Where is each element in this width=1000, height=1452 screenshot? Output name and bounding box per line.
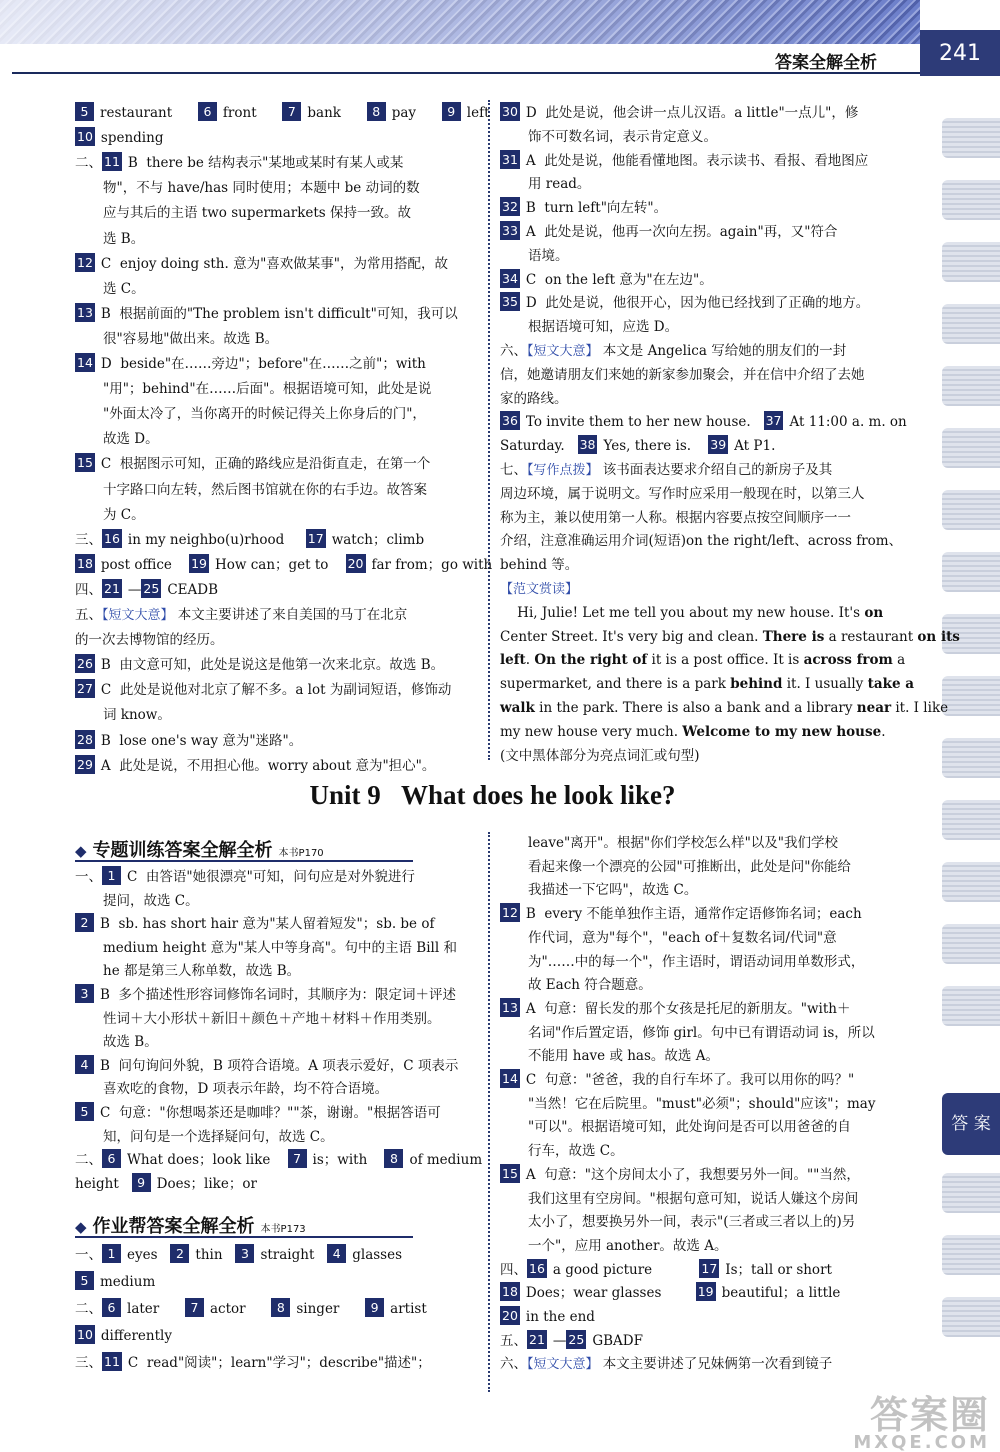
question-number-badge: 5 [75, 1102, 94, 1121]
answer-line: 33 A 此处是说，他再一次向左拐。again"再，又"符合 [502, 223, 838, 240]
answer-line: 介绍，注意准确运用介词(短语)on the right/left、across from、 [500, 533, 903, 550]
answer-line: 四、 21 — 25 CEADB [75, 580, 218, 598]
question-number-badge: 16 [104, 530, 120, 546]
answer-line: he 都是第三人称单数，故选 B。 [103, 963, 301, 980]
answer-line: 二、 6 What does；look like 7 is；with 8 of medium [75, 1151, 483, 1169]
answer-line: "用"；behind"在……后面"。根据语境可知，此处是说 [103, 381, 432, 398]
answer-line: 故选 B。 [103, 1034, 158, 1051]
answer-line: 15 C 根据图示可知，正确的路线应是沿街直走，在第一个 [77, 455, 431, 473]
answer-line: 30 D 此处是说，他会讲一点儿汉语。a little"一点儿"，修 [502, 104, 859, 121]
answer-line: 称为主，兼以使用第一人称。根据内容要点按空间顺序一一 [500, 509, 851, 526]
side-tab[interactable] [942, 1297, 1000, 1337]
question-number-badge: 39 [710, 437, 727, 453]
answer-line: 我们这里有空房间。"根据句意可知，说话人嫌这个房间 [528, 1190, 859, 1207]
answer-line: 13 B 根据前面的"The problem isn't difficult"可知，我可以 [77, 304, 458, 322]
question-number-badge: 38 [579, 437, 596, 453]
answer-line: 34 C on the left 意为"在左边"。 [502, 270, 713, 288]
question-number-badge: 25 [143, 580, 160, 596]
question-number-badge: 15 [502, 1165, 518, 1181]
answer-line: walk in the park. There is also a bank and a library near it. I like [500, 700, 949, 716]
answer-line: 信，她邀请朋友们来她的新家参加聚会，并在信中介绍了去她 [500, 366, 865, 383]
question-number-badge: 7 [282, 102, 301, 121]
answer-line: 14 C 句意："爸爸，我的自行车坏了。我可以用你的吗？" [502, 1071, 855, 1088]
answer-line: 32 B turn left"向左转"。 [502, 199, 668, 217]
answer-line: 12 B every 不能单独作主语，通常作定语修饰名词；each [502, 905, 862, 923]
question-number-badge: 1 [102, 1244, 121, 1263]
answer-line: 10 spending [77, 129, 164, 147]
question-number-badge: 8 [271, 1298, 290, 1317]
answer-line: 5 medium [75, 1271, 155, 1293]
side-tab[interactable] [942, 366, 1000, 406]
watermark-line1: 答案圈 [869, 1393, 990, 1437]
answer-line: "可以"。根据语境可知，此处询问是否可以用爸爸的自 [528, 1119, 851, 1136]
column-divider [488, 832, 490, 1392]
answer-line: left. On the right of it is a post office. It is across from a [500, 652, 906, 669]
column-divider [488, 100, 490, 760]
answer-line: 很"容易地"做出来。故选 B。 [103, 330, 279, 347]
answer-line: 我描述一下它吗"，故选 C。 [528, 882, 698, 899]
answer-line: 六、【短文大意】 本文是 Angelica 写给她的朋友们的一封 [500, 343, 847, 359]
side-tab[interactable] [942, 180, 1000, 220]
question-number-badge: 34 [502, 270, 518, 286]
answer-line: 家的路线。 [500, 390, 568, 407]
answer-line: 一、 1 C 由答语"她很漂亮"可知，问句应是对外貌进行 [75, 868, 415, 885]
side-tab[interactable] [942, 1235, 1000, 1275]
answer-line [500, 578, 578, 600]
answer-line: 看起来像一个漂亮的公园"可推断出，此处是问"你能给 [528, 858, 851, 875]
question-number-badge: 8 [384, 1149, 403, 1168]
answer-line: 名词"作后置定语，修饰 girl。句中已有谓语动词 is，所以 [528, 1024, 875, 1041]
page-number: 241 [920, 30, 1000, 76]
answer-line: 28 B lose one's way 意为"迷路"。 [77, 731, 303, 749]
side-tab[interactable] [942, 428, 1000, 468]
answer-line: 5 C 句意："你想喝茶还是咖啡？""茶，谢谢。"根据答语可 [75, 1102, 441, 1124]
answer-line: 15 A 句意："这个房间太小了，我想要另外一间。""当然， [502, 1165, 860, 1183]
answer-line: 行车，故选 C。 [528, 1143, 624, 1160]
question-number-badge: 20 [347, 555, 364, 571]
question-number-badge: 9 [132, 1173, 151, 1192]
answer-line: 应与其后的主语 two supermarkets 保持一致。故 [103, 205, 412, 222]
section-heading-homework [75, 1212, 413, 1238]
side-tab[interactable] [942, 862, 1000, 902]
question-number-badge: 5 [75, 102, 94, 121]
watermark-line2: MXQE.COM [853, 1432, 990, 1452]
answer-line: 14 D beside"在……旁边"；before"在……之前"；with [77, 355, 426, 372]
answer-line: 故选 D。 [103, 431, 159, 448]
answer-line: 知，问句是一个选择疑问句，故选 C。 [103, 1128, 334, 1145]
section-tag: 【短文大意】 [527, 344, 599, 359]
question-number-badge: 28 [77, 731, 93, 747]
side-tab[interactable] [942, 676, 1000, 716]
question-number-badge: 12 [502, 905, 518, 921]
answer-line: 4 B 问句询问外貌，B 项符合语境。A 项表示爱好，C 项表示 [75, 1055, 458, 1077]
question-number-badge: 2 [75, 913, 94, 932]
question-number-badge: 13 [502, 999, 518, 1015]
side-tab[interactable] [942, 738, 1000, 778]
question-number-badge: 16 [529, 1260, 545, 1276]
section-title: 专题训练答案全解全析 [92, 840, 273, 861]
answer-line: 为 C。 [103, 506, 145, 523]
answer-line: 喜欢吃的食物，D 项表示年龄，均不符合语境。 [103, 1081, 389, 1098]
question-number-badge: 11 [104, 154, 120, 170]
question-number-badge: 32 [502, 199, 518, 215]
section-tag: 【短文大意】 [102, 608, 174, 623]
side-index-tabs [940, 118, 1000, 1358]
section-tag: 【短文大意】 [527, 1357, 599, 1373]
section-title: 作业帮答案全解全析 [92, 1216, 255, 1237]
watermark-logo [853, 1393, 990, 1452]
diamond-icon: ◆ [75, 1218, 87, 1236]
answer-line: "外面太冷了，当你离开的时候记得关上你身后的门"， [103, 406, 426, 423]
question-number-badge: 6 [198, 102, 217, 121]
question-number-badge: 6 [102, 1149, 121, 1168]
question-number-badge: 18 [502, 1284, 518, 1300]
question-number-badge: 26 [77, 656, 93, 672]
question-number-badge: 7 [288, 1149, 307, 1168]
answer-line: 语境。 [528, 247, 569, 264]
answer-line: 选 B。 [103, 230, 145, 247]
side-tab[interactable] [942, 552, 1000, 592]
question-number-badge: 27 [77, 681, 93, 697]
answer-line: 四、 16 a good picture 17 Is；tall or short [500, 1260, 832, 1278]
question-number-badge: 8 [367, 102, 386, 121]
question-number-badge: 10 [77, 129, 93, 145]
section-page-ref: 本书P173 [260, 1224, 306, 1235]
question-number-badge: 10 [77, 1327, 93, 1342]
question-number-badge: 14 [77, 355, 93, 370]
question-number-badge: 14 [502, 1071, 518, 1086]
diamond-icon: ◆ [75, 842, 87, 860]
question-number-badge: 19 [697, 1284, 714, 1300]
answer-line: 一、 1 eyes 2 thin 3 straight 4 glasses [75, 1246, 403, 1263]
section-page-ref: 本书P170 [278, 848, 324, 859]
answer-line: 六、【短文大意】 本文主要讲述了兄妹俩第一次看到镜子 [500, 1356, 833, 1373]
answer-line: Saturday. 38 Yes, there is. 39 At P1. [500, 437, 776, 455]
answer-line: 18 Does；wear glasses 19 beautiful；a little [502, 1284, 841, 1302]
question-number-badge: 9 [442, 102, 461, 121]
answer-line: 根据语境可知，应选 D。 [528, 319, 679, 336]
answer-line: 用 read。 [528, 176, 591, 193]
question-number-badge: 21 [529, 1331, 545, 1347]
question-number-badge: 2 [170, 1244, 189, 1263]
answer-line: 性词＋大小形状＋新旧＋颜色＋产地＋材料＋作用类别。 [103, 1010, 441, 1027]
question-number-badge: 25 [568, 1331, 585, 1347]
question-number-badge: 37 [765, 413, 782, 429]
answer-line: Hi, Julie! Let me tell you about my new house. It's on [500, 604, 884, 621]
answer-line: behind 等。 [500, 557, 579, 574]
answer-line: 五、【短文大意】 本文主要讲述了来自美国的马丁在北京 [75, 607, 408, 623]
section-tag: 【范文赏读】 [500, 582, 579, 597]
side-tab[interactable] [942, 924, 1000, 964]
question-number-badge: 3 [235, 1244, 254, 1263]
answer-line: 提问，故选 C。 [103, 892, 199, 909]
answer-line: 18 post office 19 How can；get to 20 far from；go with [77, 555, 493, 573]
question-number-badge: 20 [502, 1308, 518, 1323]
question-number-badge: 15 [77, 455, 93, 471]
answer-line: my new house very much. Welcome to my new house. [500, 723, 886, 740]
answer-line: 2 B sb. has short hair 意为"某人留着短发"；sb. be of [75, 913, 434, 935]
answer-line: 10 differently [77, 1327, 172, 1344]
question-number-badge: 13 [77, 304, 93, 320]
side-tab[interactable] [942, 242, 1000, 282]
side-tab[interactable] [942, 1173, 1000, 1213]
answer-line: 饰不可数名词，表示肯定意义。 [528, 128, 717, 145]
answer-line: 物"，不与 have/has 同时使用；本题中 be 动词的数 [103, 180, 420, 197]
question-number-badge: 30 [502, 104, 518, 119]
side-tab[interactable] [942, 986, 1000, 1026]
side-tab[interactable] [942, 304, 1000, 344]
answer-line: medium height 意为"某人中等身高"。句中的主语 Bill 和 [103, 939, 457, 956]
unit-title: Unit 9 What does he look like? [309, 780, 676, 810]
answer-line: "当然！它在后院里。"must"必须"；should"应该"；may [528, 1095, 876, 1112]
answer-line: 为"……中的每一个"，作主语时，谓语动词用单数形式， [528, 953, 865, 970]
side-tab-answers[interactable]: 答 案 [942, 1093, 1000, 1155]
answer-line: 三、 11 C read"阅读"；learn"学习"；describe"描述"； [75, 1354, 431, 1371]
answer-line: 36 To invite them to her new house. 37 At 11:00 a. m. on [502, 413, 907, 431]
answer-line: 七、【写作点拨】 该书面表达要求介绍自己的新房子及其 [500, 462, 833, 478]
section-tag: 【写作点拨】 [527, 463, 599, 478]
answer-line: (文中黑体部分为亮点词汇或句型) [500, 747, 700, 764]
answer-line: 周边环境，属于说明文。写作时应采用一般现在时，以第三人 [500, 485, 865, 502]
question-number-badge: 17 [701, 1260, 718, 1276]
answer-line: 29 A 此处是说，不用担心他。worry about 意为"担心"。 [77, 756, 436, 774]
question-number-badge: 4 [327, 1244, 346, 1263]
answer-line: 三、 16 in my neighbo(u)rhood 17 watch；climb [75, 530, 425, 548]
question-number-badge: 4 [75, 1055, 94, 1074]
answer-line: supermarket, and there is a park behind it. I usually take a [500, 676, 914, 693]
question-number-badge: 18 [77, 555, 93, 571]
answer-line: 不能用 have 或 has。故选 A。 [528, 1048, 719, 1065]
question-number-badge: 9 [365, 1298, 384, 1317]
answer-line: 太小了，想要换另外一间，表示"(三者或三者以上的)另 [528, 1214, 856, 1231]
question-number-badge: 21 [104, 580, 120, 596]
side-tab[interactable] [942, 118, 1000, 158]
answer-line: height 9 Does；like；or [75, 1174, 257, 1192]
answer-line: 5 restaurant 6 front 7 bank 8 pay 9 left [75, 102, 490, 124]
question-number-badge: 17 [307, 530, 324, 546]
answer-line: 选 C。 [103, 280, 145, 297]
question-number-badge: 19 [191, 555, 207, 571]
answer-line: 31 A 此处是说，他能看懂地图。表示读书、看报、看地图应 [502, 151, 869, 169]
question-number-badge: 12 [77, 254, 93, 270]
section-heading-practice [75, 836, 413, 862]
answer-line: 13 A 句意：留长发的那个女孩是托尼的新朋友。"with＋ [502, 999, 851, 1017]
question-number-badge: 29 [77, 756, 93, 772]
header-band-fade [0, 0, 920, 44]
answer-line: leave"离开"。根据"你们学校怎么样"以及"我们学校 [528, 835, 839, 851]
answer-line: Center Street. It's very big and clean. There is a restaurant on its [500, 628, 960, 645]
question-number-badge: 36 [502, 413, 518, 429]
answer-line: 26 B 由文意可知，此处是说这是他第一次来北京。故选 B。 [77, 656, 445, 674]
answer-line: 十字路口向左转，然后图书馆就在你的右手边。故答案 [103, 481, 427, 498]
answer-line: 3 B 多个描述性形容词修饰名词时，其顺序为：限定词＋评述 [75, 984, 456, 1006]
question-number-badge: 3 [75, 984, 94, 1003]
answer-line: 二、 6 later 7 actor 8 singer 9 artist [75, 1300, 427, 1317]
answer-line: 五、 21 — 25 GBADF [500, 1331, 643, 1349]
header-title: 答案全解全析 [775, 53, 877, 73]
answer-line: 12 C enjoy doing sth. 意为"喜欢做某事"，为常用搭配，故 [77, 254, 448, 272]
question-number-badge: 31 [502, 151, 518, 167]
answer-line: 35 D 此处是说，他很开心，因为他已经找到了正确的地方。 [502, 294, 870, 312]
question-number-badge: 6 [102, 1298, 121, 1317]
question-number-badge: 5 [75, 1271, 94, 1290]
question-number-badge: 7 [185, 1298, 204, 1317]
question-number-badge: 35 [502, 294, 518, 310]
answer-line: 一个"，应用 another。故选 A。 [528, 1237, 728, 1254]
answer-line: 词 know。 [103, 707, 171, 724]
answer-line: 作代词，意为"每个"，"each of＋复数名词/代词"意 [528, 929, 837, 946]
answer-line: 故 Each 符合题意。 [528, 977, 652, 994]
answer-line: 二、 11 B there be 结构表示"某地或某时有某人或某 [75, 154, 404, 172]
answer-line: 的一次去博物馆的经历。 [75, 632, 224, 649]
answer-line: 20 in the end [502, 1308, 595, 1325]
question-number-badge: 11 [104, 1354, 120, 1369]
side-tab[interactable] [942, 490, 1000, 530]
question-number-badge: 33 [502, 223, 518, 238]
question-number-badge: 1 [102, 866, 121, 885]
answer-line: 27 C 此处是说他对北京了解不多。a lot 为副词短语，修饰动 [77, 681, 452, 699]
